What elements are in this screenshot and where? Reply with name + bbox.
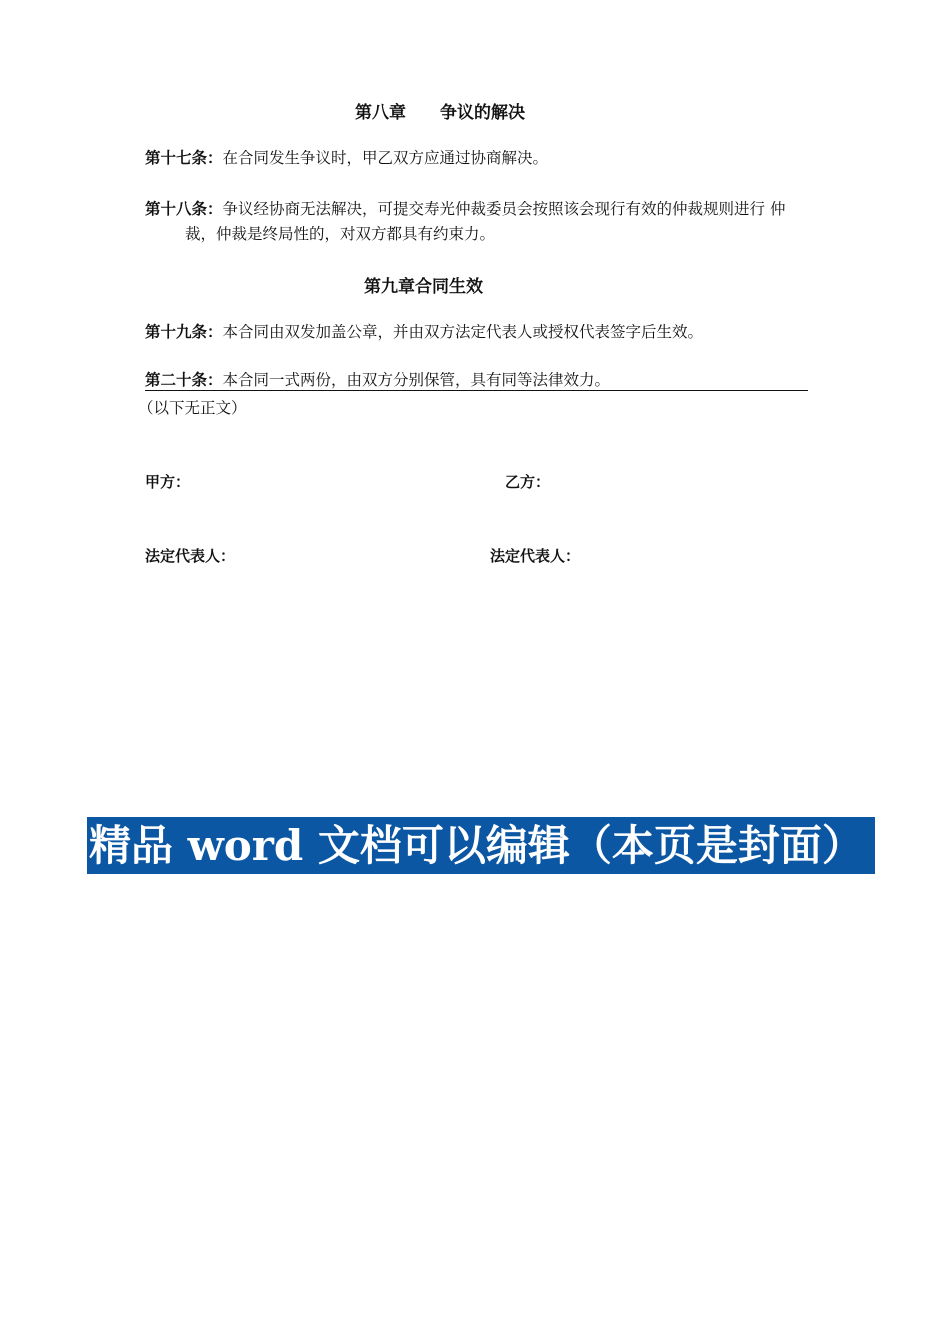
article-20 xyxy=(145,368,808,391)
article-17-label: 第十七条： xyxy=(145,149,223,167)
article-17-text: 在合同发生争议时，甲乙双方应通过协商解决。 xyxy=(222,149,549,167)
article-18 xyxy=(145,197,785,247)
article-20-text: 本合同一式两份，由双方分别保管，具有同等法律效力。 xyxy=(222,371,611,389)
party-b-representative-label: 法定代表人： xyxy=(490,547,581,565)
article-18-line-1: 争议经协商无法解决，可提交寿光仲裁委员会按照该会现行有效的仲裁规则进行 仲 xyxy=(222,200,786,218)
chapter-8-title: 第八章 争议的解决 xyxy=(355,103,525,123)
article-17 xyxy=(145,146,548,171)
end-of-text-note: （以下无正文） xyxy=(138,399,247,417)
party-a-representative-label: 法定代表人： xyxy=(145,547,236,565)
article-19-text: 本合同由双发加盖公章，并由双方法定代表人或授权代表签字后生效。 xyxy=(222,323,704,341)
article-19 xyxy=(145,320,703,345)
article-18-line-2: 裁，仲裁是终局性的，对双方都具有约束力。 xyxy=(185,225,496,243)
party-b-label: 乙方： xyxy=(505,473,551,491)
chapter-9-title: 第九章合同生效 xyxy=(364,277,483,297)
article-20-label: 第二十条： xyxy=(145,371,223,389)
article-18-label: 第十八条： xyxy=(145,200,223,218)
article-19-label: 第十九条： xyxy=(145,323,223,341)
editable-document-banner: 精品 word 文档可以编辑（本页是封面） xyxy=(87,817,875,874)
party-a-label: 甲方： xyxy=(145,473,191,491)
